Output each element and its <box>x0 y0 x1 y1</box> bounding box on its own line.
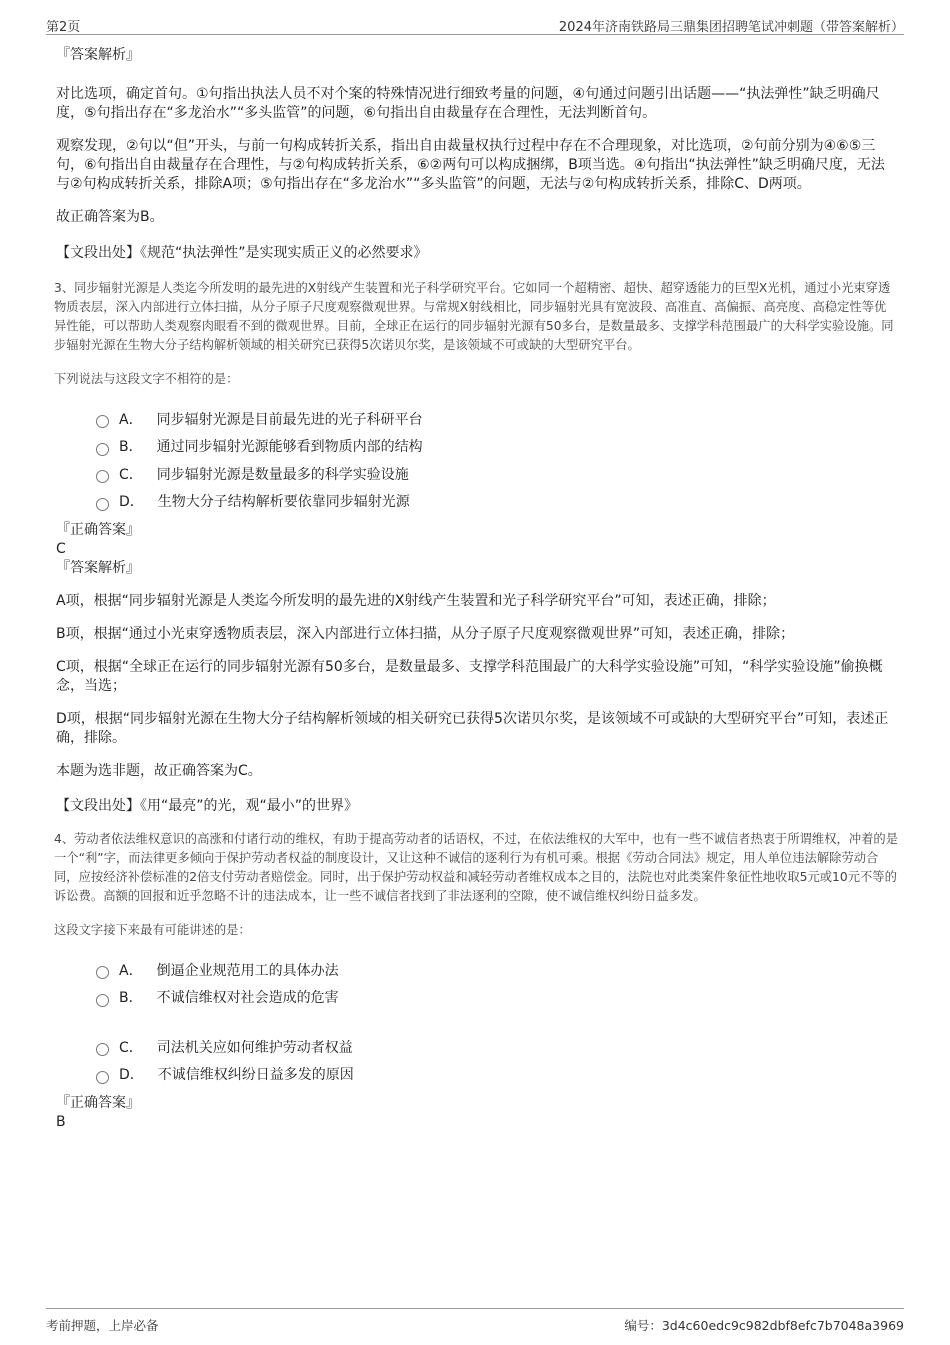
option-list <box>96 405 898 515</box>
radio-icon[interactable] <box>96 415 109 428</box>
correct-answer-label: 『正确答案』 <box>56 522 140 538</box>
radio-icon[interactable] <box>96 994 109 1007</box>
correct-answer: B <box>56 1114 66 1130</box>
question-prompt: 下列说法与这段文字不相符的是： <box>54 372 239 386</box>
option-text: 同步辐射光源是目前最先进的光子科研平台 <box>156 411 423 428</box>
analysis-label: 『答案解析』 <box>56 560 140 576</box>
option-d[interactable] <box>96 1061 898 1089</box>
correct-answer-label: 『正确答案』 <box>56 1095 140 1111</box>
question-prompt: 这段文字接下来最有可能讲述的是： <box>54 923 251 937</box>
page-number: 第2页 <box>46 20 81 35</box>
option-letter: A． <box>119 962 143 979</box>
source-citation: 【文段出处】《用“最亮”的光，观“最小”的世界》 <box>56 798 359 814</box>
analysis-paragraph: C项，根据“全球正在运行的同步辐射光源有50多台，是数量最多、支撑学科范围最广的大科学实验设施”可知，“科学实验设施”偷换概念，当选； <box>56 659 883 694</box>
option-text: 司法机关应如何维护劳动者权益 <box>156 1039 353 1056</box>
option-a[interactable] <box>96 405 898 433</box>
radio-icon[interactable] <box>96 1043 109 1056</box>
option-c[interactable] <box>96 1033 898 1061</box>
footer-slogan: 考前押题，上岸必备 <box>46 1318 159 1333</box>
analysis-paragraph: 观察发现，②句以“但”开头，与前一句构成转折关系，指出自由裁量权执行过程中存在不合理现象，对比选项，②句前分别为④⑥⑤三句，⑥句指出自由裁量存在合理性，与②句构成转折关系，⑥②两句可以构成捆绑，B项当选。④句指出“执法弹性”缺乏明确尺度，无法与②句构成转折关系，排除A项；⑤句指出存在“多龙治水”“多头监管”的问题，无法与②句构成转折关系，排除C、D两项。 <box>56 138 885 192</box>
option-d[interactable] <box>96 488 898 516</box>
page-footer <box>46 1308 904 1333</box>
option-letter: D． <box>119 1067 144 1084</box>
answer-statement: 故正确答案为B。 <box>56 209 164 225</box>
option-list <box>96 956 898 1088</box>
option-letter: D． <box>119 494 144 511</box>
page-content <box>56 46 898 1132</box>
document-title: 2024年济南铁路局三鼎集团招聘笔试冲刺题（带答案解析） <box>558 20 904 35</box>
option-text: 生物大分子结构解析要依靠同步辐射光源 <box>157 494 410 511</box>
option-b[interactable] <box>96 984 898 1012</box>
page-header <box>46 12 904 35</box>
analysis-paragraph: D项，根据“同步辐射光源在生物大分子结构解析领域的相关研究已获得5次诺贝尔奖，是该领域不可或缺的大型研究平台”可知，表述正确，排除。 <box>56 711 889 746</box>
analysis-paragraph: A项，根据“同步辐射光源是人类迄今所发明的最先进的X射线产生装置和光子科学研究平台”可知，表述正确，排除； <box>56 593 776 609</box>
option-letter: B． <box>119 990 143 1007</box>
option-letter: B． <box>119 439 143 456</box>
option-b[interactable] <box>96 433 898 461</box>
radio-icon[interactable] <box>96 470 109 483</box>
question-stem: 3、同步辐射光源是人类迄今所发明的最先进的X射线产生装置和光子科学研究平台。它如同一个超精密、超快、超穿透能力的巨型X光机，通过小光束穿透物质表层，深入内部进行立体扫描，从分子原子尺度观察微观世界。与常规X射线相比，同步辐射光具有宽波段、高准直、高偏振、高亮度、高稳定性等优异性能，可以帮助人类观察肉眼看不到的微观世界。目前，全球正在运行的同步辐射光源有50多台，是数量最多、支撑学科范围最广的大科学实验设施。同步辐射光源在生物大分子结构解析领域的相关研究已获得5次诺贝尔奖，是该领域不可或缺的大型研究平台。 <box>54 281 894 352</box>
option-text: 通过同步辐射光源能够看到物质内部的结构 <box>156 439 423 456</box>
analysis-paragraph: 对比选项，确定首句。①句指出执法人员不对个案的特殊情况进行细致考量的问题，④句通过问题引出话题——“执法弹性”缺乏明确尺度，⑤句指出存在“多龙治水”“多头监管”的问题，⑥句指出自由裁量存在合理性，无法判断首句。 <box>56 86 880 121</box>
document-id: 编号：3d4c60edc9c982dbf8efc7b7048a3969 <box>624 1318 904 1333</box>
answer-statement: 本题为选非题，故正确答案为C。 <box>56 763 262 779</box>
option-text: 同步辐射光源是数量最多的科学实验设施 <box>156 466 409 483</box>
analysis-label: 『答案解析』 <box>56 47 140 63</box>
option-text: 不诚信维权纠纷日益多发的原因 <box>157 1067 354 1084</box>
radio-icon[interactable] <box>96 498 109 511</box>
option-text: 不诚信维权对社会造成的危害 <box>156 990 339 1007</box>
source-citation: 【文段出处】《规范“执法弹性”是实现实质正义的必然要求》 <box>56 245 428 261</box>
option-letter: C． <box>119 466 143 483</box>
question-stem: 4、劳动者依法维权意识的高涨和付诸行动的维权，有助于提高劳动者的话语权，不过，在依法维权的大军中，也有一些不诚信者热衷于所谓维权，冲着的是一个“利”字，而法律更多倾向于保护劳动者权益的制度设计，又让这种不诚信的逐利行为有机可乘。根据《劳动合同法》规定，用人单位违法解除劳动合同，应按经济补偿标准的2倍支付劳动者赔偿金。同时，出于保护劳动权益和减轻劳动者维权成本之目的，法院也对此类案件象征性地收取5元或10元不等的诉讼费。高额的回报和近乎忽略不计的违法成本，让一些不诚信者找到了非法逐利的空隙，使不诚信维权纠纷日益多发。 <box>54 832 899 903</box>
option-a[interactable] <box>96 956 898 984</box>
radio-icon[interactable] <box>96 443 109 456</box>
analysis-paragraph: B项，根据“通过小光束穿透物质表层，深入内部进行立体扫描，从分子原子尺度观察微观世界”可知，表述正确，排除； <box>56 626 795 642</box>
option-text: 倒逼企业规范用工的具体办法 <box>156 962 339 979</box>
option-letter: C． <box>119 1039 143 1056</box>
radio-icon[interactable] <box>96 1071 109 1084</box>
option-c[interactable] <box>96 460 898 488</box>
option-letter: A． <box>119 411 143 428</box>
radio-icon[interactable] <box>96 966 109 979</box>
correct-answer: C <box>56 541 66 557</box>
